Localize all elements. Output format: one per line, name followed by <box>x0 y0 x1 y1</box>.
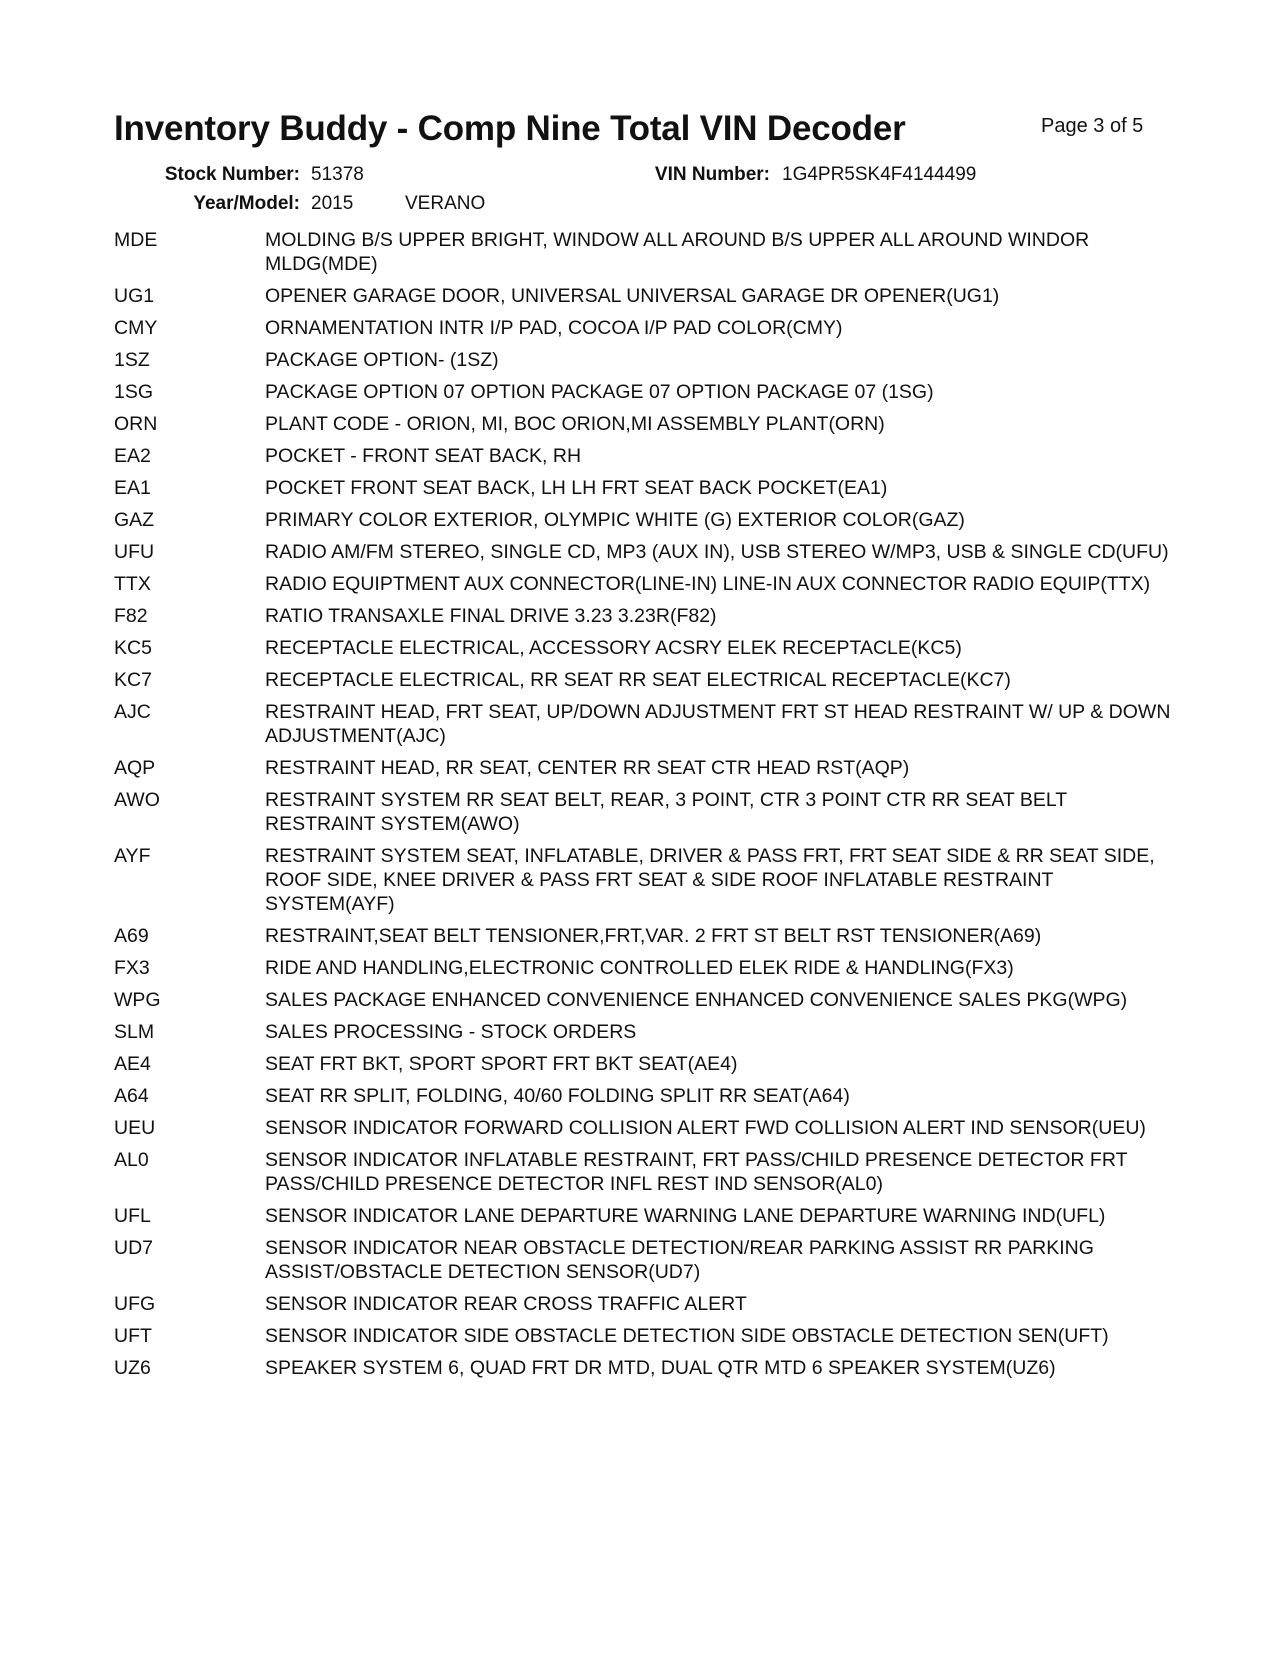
option-description: PLANT CODE - ORION, MI, BOC ORION,MI ASSEMBLY PLANT(ORN) <box>265 413 885 435</box>
option-code: UD7 <box>114 1237 154 1259</box>
option-code: UFG <box>114 1293 156 1315</box>
option-code: GAZ <box>114 509 155 531</box>
option-description: RESTRAINT SYSTEM SEAT, INFLATABLE, DRIVER & PASS FRT, FRT SEAT SIDE & RR SEAT SIDE, ROOF SIDE, KNEE DRIVER & PASS FRT SEAT & SIDE ROOF INFLATABLE RESTRAINT SYSTEM(AYF) <box>265 845 1155 915</box>
option-row <box>114 572 1174 596</box>
page-number: Page 3 of 5 <box>1041 115 1144 137</box>
option-code: UEU <box>114 1117 156 1139</box>
option-row <box>114 1116 1174 1140</box>
year-value: 2015 <box>311 193 354 214</box>
option-code: AL0 <box>114 1149 149 1171</box>
option-description: RESTRAINT,SEAT BELT TENSIONER,FRT,VAR. 2 FRT ST BELT RST TENSIONER(A69) <box>265 925 1042 947</box>
option-description: OPENER GARAGE DOOR, UNIVERSAL UNIVERSAL GARAGE DR OPENER(UG1) <box>265 285 1000 307</box>
option-code: MDE <box>114 229 158 251</box>
option-row <box>114 348 1174 372</box>
option-row <box>114 228 1174 276</box>
option-code: UFL <box>114 1205 151 1227</box>
stock-number-label: Stock Number: <box>164 164 300 185</box>
option-description: RESTRAINT SYSTEM RR SEAT BELT, REAR, 3 POINT, CTR 3 POINT CTR RR SEAT BELT RESTRAINT SYSTEM(AWO) <box>265 789 1067 835</box>
option-description: SEAT FRT BKT, SPORT SPORT FRT BKT SEAT(AE4) <box>265 1053 738 1075</box>
option-code: AE4 <box>114 1053 151 1075</box>
option-description: RESTRAINT HEAD, FRT SEAT, UP/DOWN ADJUSTMENT FRT ST HEAD RESTRAINT W/ UP & DOWN ADJUSTMENT(AJC) <box>265 701 1171 747</box>
option-description: RATIO TRANSAXLE FINAL DRIVE 3.23 3.23R(F82) <box>265 605 717 627</box>
option-row <box>114 1356 1174 1380</box>
model-value: VERANO <box>405 193 486 214</box>
option-code: A69 <box>114 925 149 947</box>
option-row <box>114 700 1174 748</box>
option-code: A64 <box>114 1085 149 1107</box>
option-row <box>114 316 1174 340</box>
option-description: RIDE AND HANDLING,ELECTRONIC CONTROLLED ELEK RIDE & HANDLING(FX3) <box>265 957 1014 979</box>
option-code: UFT <box>114 1325 152 1347</box>
option-row <box>114 380 1174 404</box>
option-description: SALES PROCESSING - STOCK ORDERS <box>265 1021 637 1043</box>
option-description: SEAT RR SPLIT, FOLDING, 40/60 FOLDING SPLIT RR SEAT(A64) <box>265 1085 850 1107</box>
option-row <box>114 844 1174 916</box>
option-description: POCKET - FRONT SEAT BACK, RH <box>265 445 582 467</box>
option-row <box>114 1148 1174 1196</box>
option-row <box>114 1020 1174 1044</box>
option-row <box>114 604 1174 628</box>
option-code: ORN <box>114 413 158 435</box>
option-description: SENSOR INDICATOR LANE DEPARTURE WARNING LANE DEPARTURE WARNING IND(UFL) <box>265 1205 1106 1227</box>
option-code: F82 <box>114 605 148 627</box>
option-row <box>114 444 1174 468</box>
option-description: SENSOR INDICATOR SIDE OBSTACLE DETECTION SIDE OBSTACLE DETECTION SEN(UFT) <box>265 1325 1109 1347</box>
option-row <box>114 476 1174 500</box>
option-description: RADIO AM/FM STEREO, SINGLE CD, MP3 (AUX IN), USB STEREO W/MP3, USB & SINGLE CD(UFU) <box>265 541 1169 563</box>
option-row <box>114 756 1174 780</box>
option-description: POCKET FRONT SEAT BACK, LH LH FRT SEAT BACK POCKET(EA1) <box>265 477 888 499</box>
option-description: ORNAMENTATION INTR I/P PAD, COCOA I/P PAD COLOR(CMY) <box>265 317 843 339</box>
option-description: PRIMARY COLOR EXTERIOR, OLYMPIC WHITE (G) EXTERIOR COLOR(GAZ) <box>265 509 965 531</box>
option-description: SENSOR INDICATOR FORWARD COLLISION ALERT FWD COLLISION ALERT IND SENSOR(UEU) <box>265 1117 1146 1139</box>
option-code: CMY <box>114 317 158 339</box>
option-code: AJC <box>114 701 151 723</box>
option-description: PACKAGE OPTION- (1SZ) <box>265 349 499 371</box>
option-row <box>114 1324 1174 1348</box>
option-description: SENSOR INDICATOR INFLATABLE RESTRAINT, FRT PASS/CHILD PRESENCE DETECTOR FRT PASS/CHILD PRESENCE DETECTOR INFL REST IND SENSOR(AL0) <box>265 1149 1128 1195</box>
option-description: SENSOR INDICATOR REAR CROSS TRAFFIC ALERT <box>265 1293 747 1315</box>
option-row <box>114 924 1174 948</box>
year-model-label: Year/Model: <box>193 193 300 214</box>
option-description: RADIO EQUIPTMENT AUX CONNECTOR(LINE-IN) LINE-IN AUX CONNECTOR RADIO EQUIP(TTX) <box>265 573 1151 595</box>
option-row <box>114 508 1174 532</box>
option-description: MOLDING B/S UPPER BRIGHT, WINDOW ALL AROUND B/S UPPER ALL AROUND WINDOR MLDG(MDE) <box>265 229 1090 275</box>
page-title: Inventory Buddy - Comp Nine Total VIN Decoder <box>114 109 906 148</box>
vin-number-value: 1G4PR5SK4F4144499 <box>782 164 977 185</box>
option-code: UFU <box>114 541 155 563</box>
stock-number-value: 51378 <box>311 164 364 185</box>
option-row <box>114 788 1174 836</box>
option-code: AWO <box>114 789 160 811</box>
option-code: EA2 <box>114 445 151 467</box>
option-row <box>114 668 1174 692</box>
option-description: SPEAKER SYSTEM 6, QUAD FRT DR MTD, DUAL QTR MTD 6 SPEAKER SYSTEM(UZ6) <box>265 1357 1056 1379</box>
option-row <box>114 1084 1174 1108</box>
option-description: RESTRAINT HEAD, RR SEAT, CENTER RR SEAT CTR HEAD RST(AQP) <box>265 757 910 779</box>
option-code: UG1 <box>114 285 155 307</box>
option-row <box>114 412 1174 436</box>
option-row <box>114 1052 1174 1076</box>
option-row <box>114 1204 1174 1228</box>
option-code: UZ6 <box>114 1357 151 1379</box>
option-description: SENSOR INDICATOR NEAR OBSTACLE DETECTION/REAR PARKING ASSIST RR PARKING ASSIST/OBSTACLE DETECTION SENSOR(UD7) <box>265 1237 1094 1283</box>
option-code: SLM <box>114 1021 155 1043</box>
option-code-list <box>114 228 1174 1388</box>
vin-number-label: VIN Number: <box>654 164 770 185</box>
option-description: SALES PACKAGE ENHANCED CONVENIENCE ENHANCED CONVENIENCE SALES PKG(WPG) <box>265 989 1128 1011</box>
option-code: FX3 <box>114 957 150 979</box>
option-row <box>114 540 1174 564</box>
option-row <box>114 988 1174 1012</box>
option-code: WPG <box>114 989 161 1011</box>
option-row <box>114 956 1174 980</box>
option-code: KC5 <box>114 637 152 659</box>
option-description: PACKAGE OPTION 07 OPTION PACKAGE 07 OPTION PACKAGE 07 (1SG) <box>265 381 934 403</box>
option-row <box>114 636 1174 660</box>
option-code: 1SZ <box>114 349 150 371</box>
option-description: RECEPTACLE ELECTRICAL, RR SEAT RR SEAT ELECTRICAL RECEPTACLE(KC7) <box>265 669 1011 691</box>
option-description: RECEPTACLE ELECTRICAL, ACCESSORY ACSRY ELEK RECEPTACLE(KC5) <box>265 637 962 659</box>
option-code: AQP <box>114 757 156 779</box>
option-row <box>114 1292 1174 1316</box>
option-row <box>114 284 1174 308</box>
option-code: KC7 <box>114 669 152 691</box>
option-code: AYF <box>114 845 151 867</box>
option-code: TTX <box>114 573 151 595</box>
option-code: 1SG <box>114 381 154 403</box>
option-code: EA1 <box>114 477 151 499</box>
option-row <box>114 1236 1174 1284</box>
